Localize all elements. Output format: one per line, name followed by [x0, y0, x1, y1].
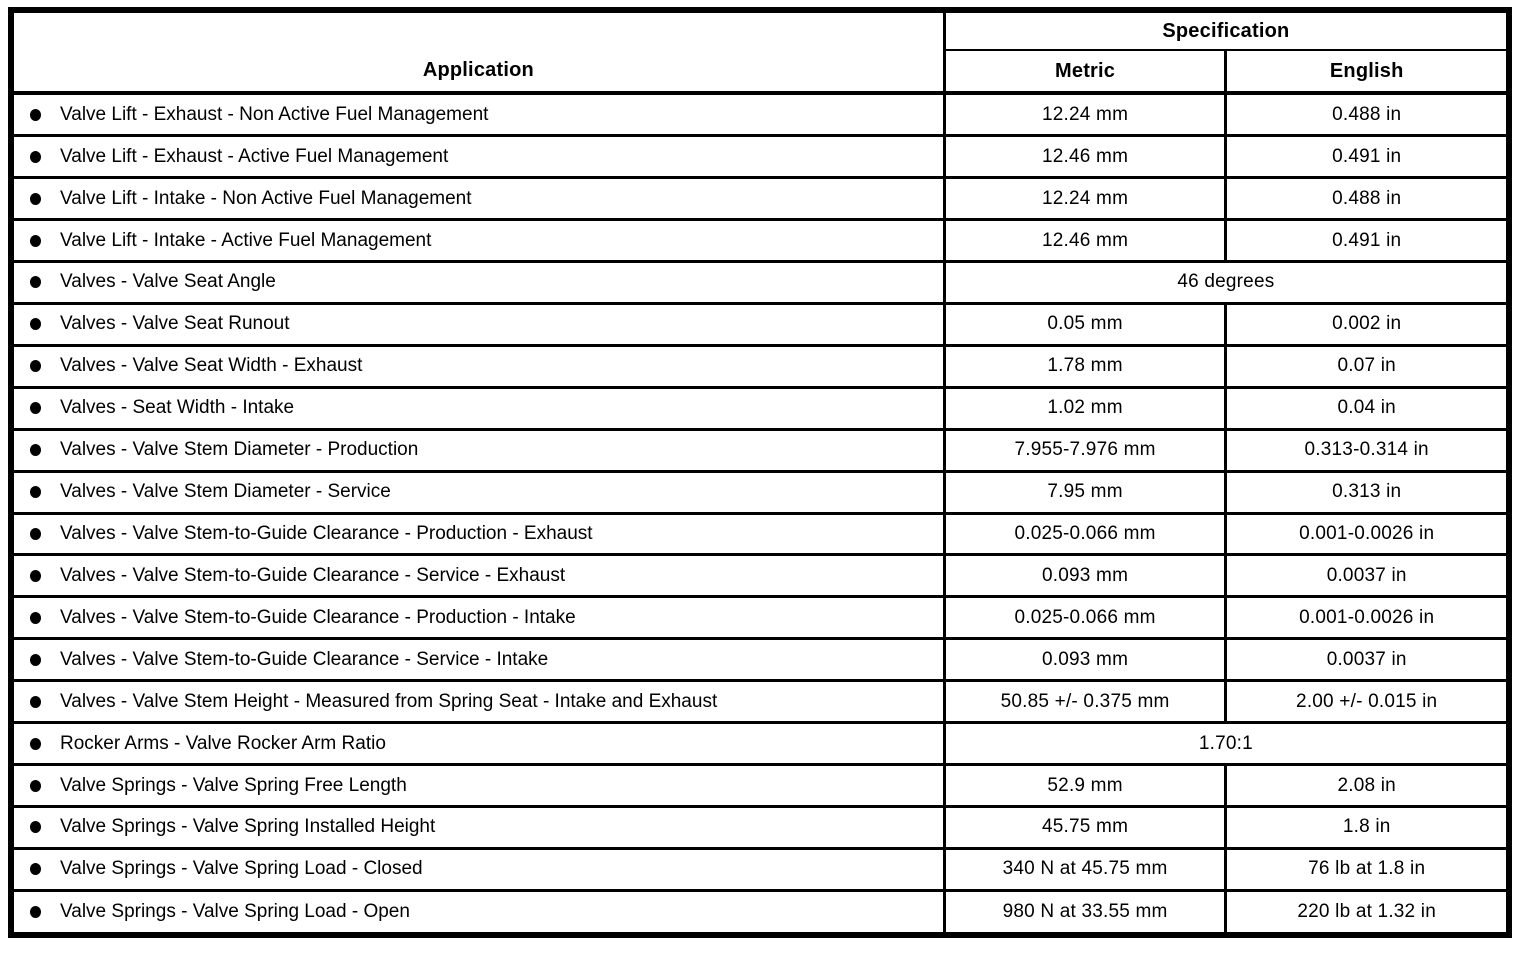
combined-spec-cell: 46 degrees	[944, 262, 1509, 304]
bullet-icon	[30, 276, 41, 288]
application-cell	[11, 262, 944, 304]
table-row	[11, 303, 1509, 345]
application-cell	[11, 220, 944, 262]
table-row	[11, 597, 1509, 639]
table-row	[11, 220, 1509, 262]
application-cell-content	[14, 523, 943, 545]
application-cell-content	[14, 146, 943, 168]
application-cell	[11, 555, 944, 597]
application-label: Valve Springs - Valve Spring Installed Height	[60, 816, 436, 838]
english-cell: 0.491 in	[1226, 220, 1509, 262]
table-row	[11, 513, 1509, 555]
application-cell-content	[14, 607, 943, 629]
application-cell-content	[14, 649, 943, 671]
english-cell: 0.313-0.314 in	[1226, 429, 1509, 471]
application-cell	[11, 136, 944, 178]
application-label: Valve Springs - Valve Spring Load - Closed	[60, 858, 423, 880]
application-label: Valves - Valve Stem Height - Measured from Spring Seat - Intake and Exhaust	[60, 690, 718, 712]
english-cell: 0.488 in	[1226, 178, 1509, 220]
application-column-header: Application	[11, 10, 944, 93]
metric-cell: 0.05 mm	[944, 303, 1226, 345]
bullet-icon	[30, 612, 41, 624]
application-cell-content	[14, 481, 943, 503]
valve-specifications-table	[8, 7, 1512, 938]
application-cell	[11, 178, 944, 220]
application-cell-content	[14, 775, 943, 797]
english-column-header: English	[1226, 50, 1509, 93]
application-label: Valve Lift - Intake - Non Active Fuel Management	[60, 187, 472, 209]
application-cell	[11, 639, 944, 681]
application-cell-content	[14, 733, 943, 755]
application-cell-content	[14, 313, 943, 335]
metric-cell: 1.02 mm	[944, 387, 1226, 429]
english-cell: 0.313 in	[1226, 471, 1509, 513]
metric-cell: 12.24 mm	[944, 93, 1226, 136]
application-label: Valves - Valve Stem Diameter - Production	[60, 439, 419, 461]
metric-column-header: Metric	[944, 50, 1226, 93]
bullet-icon	[30, 360, 41, 372]
application-label: Valves - Valve Stem-to-Guide Clearance - Service - Intake	[60, 648, 549, 670]
english-cell: 0.491 in	[1226, 136, 1509, 178]
bullet-icon	[30, 654, 41, 666]
english-cell: 0.0037 in	[1226, 555, 1509, 597]
application-cell	[11, 429, 944, 471]
application-cell	[11, 345, 944, 387]
english-cell: 0.07 in	[1226, 345, 1509, 387]
bullet-icon	[30, 696, 41, 708]
bullet-icon	[30, 109, 41, 121]
bullet-icon	[30, 444, 41, 456]
metric-cell: 0.093 mm	[944, 555, 1226, 597]
english-cell: 0.001-0.0026 in	[1226, 597, 1509, 639]
application-cell-content	[14, 439, 943, 461]
application-cell-content	[14, 901, 943, 923]
application-cell-content	[14, 230, 943, 252]
metric-cell: 7.95 mm	[944, 471, 1226, 513]
application-cell-content	[14, 565, 943, 587]
application-cell	[11, 765, 944, 807]
application-cell-content	[14, 104, 943, 126]
table-row	[11, 555, 1509, 597]
bullet-icon	[30, 570, 41, 582]
combined-spec-cell: 1.70:1	[944, 723, 1509, 765]
application-label: Valve Lift - Exhaust - Non Active Fuel Management	[60, 103, 489, 125]
english-cell: 0.002 in	[1226, 303, 1509, 345]
metric-cell: 0.025-0.066 mm	[944, 597, 1226, 639]
metric-cell: 1.78 mm	[944, 345, 1226, 387]
english-cell: 0.488 in	[1226, 93, 1509, 136]
table-row	[11, 178, 1509, 220]
application-label: Valves - Valve Stem-to-Guide Clearance - Production - Exhaust	[60, 523, 593, 545]
application-cell	[11, 93, 944, 136]
application-cell	[11, 597, 944, 639]
application-cell	[11, 387, 944, 429]
table-row	[11, 890, 1509, 935]
application-label: Valve Lift - Intake - Active Fuel Management	[60, 229, 432, 251]
english-cell: 0.04 in	[1226, 387, 1509, 429]
application-cell	[11, 807, 944, 849]
bullet-icon	[30, 486, 41, 498]
application-cell-content	[14, 691, 943, 713]
table-row	[11, 429, 1509, 471]
english-cell: 76 lb at 1.8 in	[1226, 848, 1509, 890]
metric-cell: 12.46 mm	[944, 136, 1226, 178]
application-cell	[11, 723, 944, 765]
bullet-icon	[30, 863, 41, 875]
application-label: Rocker Arms - Valve Rocker Arm Ratio	[60, 732, 386, 754]
english-cell: 1.8 in	[1226, 807, 1509, 849]
metric-cell: 52.9 mm	[944, 765, 1226, 807]
metric-cell: 0.025-0.066 mm	[944, 513, 1226, 555]
english-cell: 2.00 +/- 0.015 in	[1226, 681, 1509, 723]
english-cell: 220 lb at 1.32 in	[1226, 890, 1509, 935]
application-label: Valves - Valve Stem-to-Guide Clearance - Service - Exhaust	[60, 564, 566, 586]
table-row	[11, 136, 1509, 178]
application-cell-content	[14, 858, 943, 880]
table-row	[11, 765, 1509, 807]
metric-cell: 45.75 mm	[944, 807, 1226, 849]
application-label: Valves - Valve Seat Width - Exhaust	[60, 355, 363, 377]
bullet-icon	[30, 906, 41, 918]
header-row-specification	[11, 10, 1509, 50]
bullet-icon	[30, 738, 41, 750]
metric-cell: 12.46 mm	[944, 220, 1226, 262]
application-label: Valves - Valve Stem Diameter - Service	[60, 481, 391, 503]
application-label: Valves - Seat Width - Intake	[60, 397, 295, 419]
bullet-icon	[30, 235, 41, 247]
application-cell-content	[14, 188, 943, 210]
spec-table-body	[11, 93, 1509, 935]
application-label: Valves - Valve Seat Angle	[60, 271, 276, 293]
application-cell	[11, 681, 944, 723]
table-row	[11, 387, 1509, 429]
metric-cell: 12.24 mm	[944, 178, 1226, 220]
application-cell	[11, 848, 944, 890]
table-row	[11, 807, 1509, 849]
application-label: Valve Lift - Exhaust - Active Fuel Management	[60, 145, 449, 167]
table-row	[11, 93, 1509, 136]
table-row	[11, 639, 1509, 681]
application-label: Valves - Valve Stem-to-Guide Clearance - Production - Intake	[60, 606, 576, 628]
metric-cell: 340 N at 45.75 mm	[944, 848, 1226, 890]
bullet-icon	[30, 821, 41, 833]
bullet-icon	[30, 528, 41, 540]
application-cell-content	[14, 397, 943, 419]
application-cell	[11, 471, 944, 513]
table-row	[11, 471, 1509, 513]
bullet-icon	[30, 402, 41, 414]
application-cell-content	[14, 816, 943, 838]
table-row	[11, 345, 1509, 387]
bullet-icon	[30, 318, 41, 330]
english-cell: 0.001-0.0026 in	[1226, 513, 1509, 555]
application-cell-content	[14, 355, 943, 377]
table-row	[11, 848, 1509, 890]
specification-column-group-header: Specification	[944, 10, 1509, 50]
bullet-icon	[30, 780, 41, 792]
table-row	[11, 723, 1509, 765]
bullet-icon	[30, 151, 41, 163]
application-label: Valve Springs - Valve Spring Free Length	[60, 774, 407, 796]
metric-cell: 980 N at 33.55 mm	[944, 890, 1226, 935]
metric-cell: 50.85 +/- 0.375 mm	[944, 681, 1226, 723]
application-cell	[11, 890, 944, 935]
application-label: Valve Springs - Valve Spring Load - Open	[60, 900, 410, 922]
application-cell	[11, 513, 944, 555]
english-cell: 2.08 in	[1226, 765, 1509, 807]
table-row	[11, 262, 1509, 304]
application-cell-content	[14, 271, 943, 293]
application-label: Valves - Valve Seat Runout	[60, 313, 290, 335]
metric-cell: 7.955-7.976 mm	[944, 429, 1226, 471]
application-cell	[11, 303, 944, 345]
bullet-icon	[30, 193, 41, 205]
table-header	[11, 10, 1509, 93]
table-row	[11, 681, 1509, 723]
english-cell: 0.0037 in	[1226, 639, 1509, 681]
metric-cell: 0.093 mm	[944, 639, 1226, 681]
